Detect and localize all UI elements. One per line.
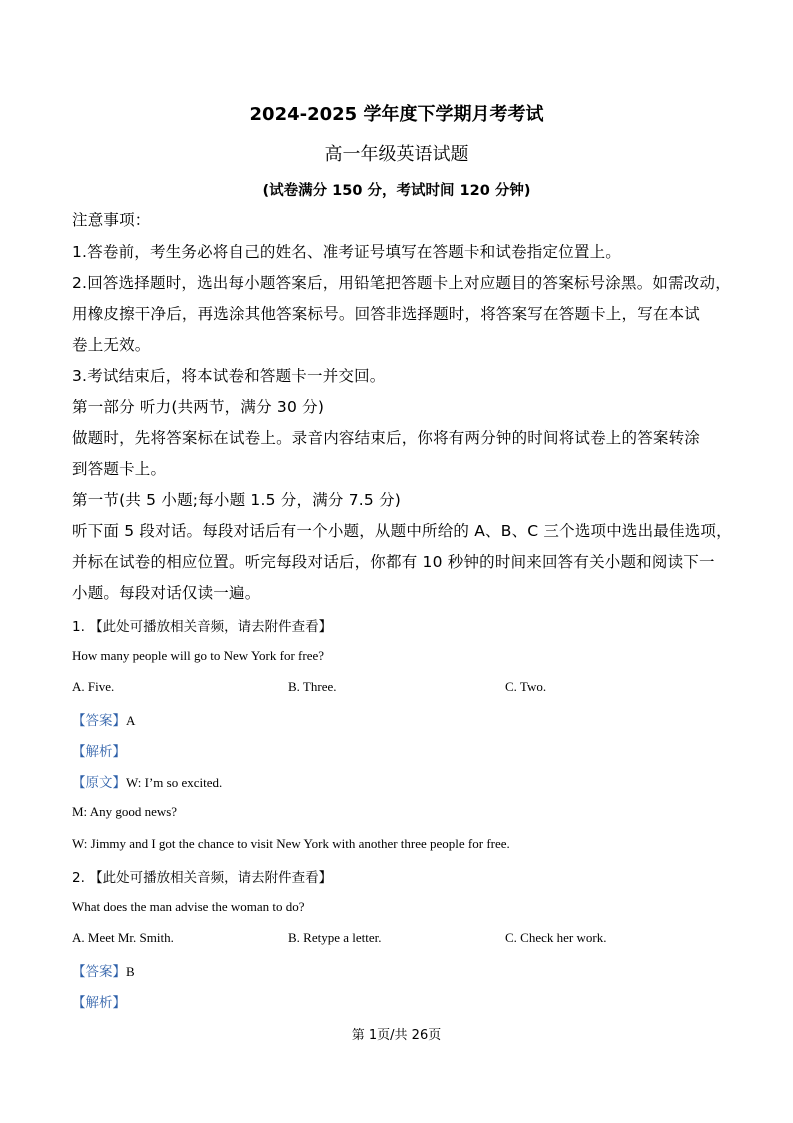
question-2-option-a: A. Meet Mr. Smith.: [72, 930, 174, 945]
part1-desc-line-2: 到答题卡上。: [72, 460, 167, 478]
question-1-audio-note: 1. 【此处可播放相关音频，请去附件查看】: [72, 619, 333, 635]
instructions-heading: 注意事项：: [72, 211, 151, 229]
instruction-item-2-line-1: 2.回答选择题时，选出每小题答案后，用铅笔把答题卡上对应题目的答案标号涂黑。如需改动，: [72, 274, 731, 292]
question-1-text: How many people will go to New York for free?: [72, 648, 325, 663]
exam-note: (试卷满分 150 分，考试时间 120 分钟): [262, 183, 531, 199]
question-2-audio-note: 2. 【此处可播放相关音频，请去附件查看】: [72, 870, 333, 886]
section1-line-2: 并标在试卷的相应位置。听完每段对话后，你都有 10 秒钟的时间来回答有关小题和阅读下一: [72, 553, 715, 571]
instruction-item-2-line-2: 用橡皮擦干净后，再选涂其他答案标号。回答非选择题时，将答案写在答题卡上，写在本试: [72, 305, 701, 323]
answer-value: A: [126, 713, 136, 728]
answer-value: B: [126, 964, 135, 979]
question-1-transcript-line-2: M: Any good news?: [72, 804, 178, 819]
question-2-option-c: C. Check her work.: [505, 930, 607, 945]
question-1-option-b: B. Three.: [288, 679, 337, 694]
original-tag: 【原文】: [72, 775, 126, 791]
question-2-answer: [72, 960, 135, 980]
instruction-item-3: 3.考试结束后，将本试卷和答题卡一并交回。: [72, 367, 386, 385]
question-1-answer: [72, 709, 135, 729]
question-1-transcript-line-3: W: Jimmy and I got the chance to visit New York with another three people for free.: [72, 836, 510, 851]
part1-desc-line-1: 做题时，先将答案标在试卷上。录音内容结束后，你将有两分钟的时间将试卷上的答案转涂: [72, 429, 701, 447]
question-1-transcript-line-1: [72, 771, 222, 791]
part1-heading: 第一部分 听力(共两节，满分 30 分): [72, 398, 325, 416]
question-1-option-a: A. Five.: [72, 679, 115, 694]
exam-title: 2024-2025 学年度下学期月考考试: [249, 104, 544, 125]
answer-tag: 【答案】: [72, 964, 126, 980]
question-2-option-b: B. Retype a letter.: [288, 930, 382, 945]
instruction-item-2-line-3: 卷上无效。: [72, 336, 151, 354]
question-2-analysis-tag: 【解析】: [72, 995, 126, 1011]
transcript-text: W: I’m so excited.: [126, 775, 223, 790]
exam-subtitle: 高一年级英语试题: [324, 144, 469, 165]
answer-tag: 【答案】: [72, 713, 126, 729]
section1-heading: 第一节(共 5 小题;每小题 1.5 分，满分 7.5 分): [72, 491, 402, 509]
question-1-analysis-tag: 【解析】: [72, 744, 126, 760]
page-footer: 第 1页/共 26页: [351, 1028, 442, 1043]
question-2-text: What does the man advise the woman to do?: [72, 899, 305, 914]
question-1-option-c: C. Two.: [505, 679, 547, 694]
section1-line-1: 听下面 5 段对话。每段对话后有一个小题，从题中所给的 A、B、C 三个选项中选出最佳选项，: [72, 522, 732, 540]
instruction-item-1: 1.答卷前，考生务必将自己的姓名、准考证号填写在答题卡和试卷指定位置上。: [72, 243, 621, 261]
section1-line-3: 小题。每段对话仅读一遍。: [72, 584, 261, 602]
